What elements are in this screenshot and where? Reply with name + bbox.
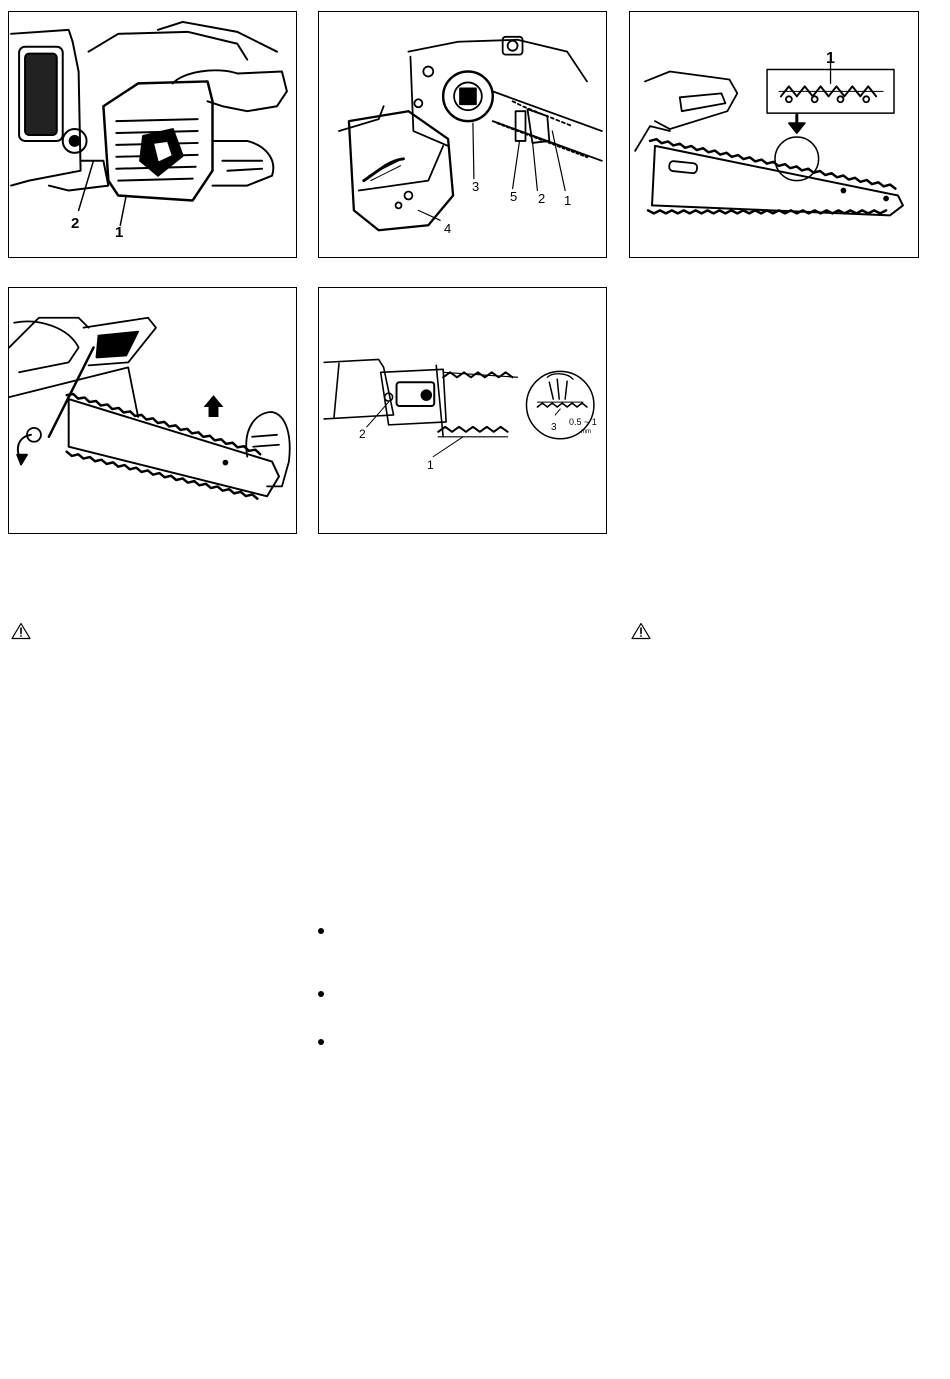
callout-1: 1 bbox=[826, 50, 835, 67]
callout-1: 1 bbox=[427, 458, 434, 472]
callout-1: 1 bbox=[115, 224, 124, 241]
clearance-value: 0.5 ~ 1 bbox=[569, 417, 597, 427]
figure-1-cover-removal bbox=[8, 11, 297, 258]
warning-triangle-icon bbox=[11, 622, 31, 640]
callout-2: 2 bbox=[359, 427, 366, 441]
figure-1-drawing bbox=[9, 12, 296, 257]
callout-5: 5 bbox=[510, 189, 518, 204]
figure-2-bar-mounting bbox=[318, 11, 607, 258]
callout-3: 3 bbox=[472, 179, 480, 194]
callout-2: 2 bbox=[538, 191, 546, 206]
callout-4: 4 bbox=[444, 221, 452, 236]
bullet-dot bbox=[318, 1039, 324, 1045]
figure-4-chain-tensioning bbox=[8, 287, 297, 534]
figure-4-drawing bbox=[9, 288, 296, 533]
figure-2-drawing bbox=[319, 12, 606, 257]
warning-triangle-icon bbox=[631, 622, 651, 640]
bullet-dot bbox=[318, 991, 324, 997]
figure-3-drawing bbox=[630, 12, 918, 257]
clearance-unit: mm bbox=[581, 429, 591, 435]
up-arrow-icon bbox=[204, 395, 224, 417]
callout-1: 1 bbox=[564, 193, 572, 208]
callout-3: 3 bbox=[551, 422, 557, 433]
figure-3-chain-direction bbox=[629, 11, 919, 258]
figure-5-chain-clearance bbox=[318, 287, 607, 534]
callout-2: 2 bbox=[71, 215, 80, 232]
figure-5-drawing bbox=[319, 288, 606, 533]
bullet-dot bbox=[318, 928, 324, 934]
